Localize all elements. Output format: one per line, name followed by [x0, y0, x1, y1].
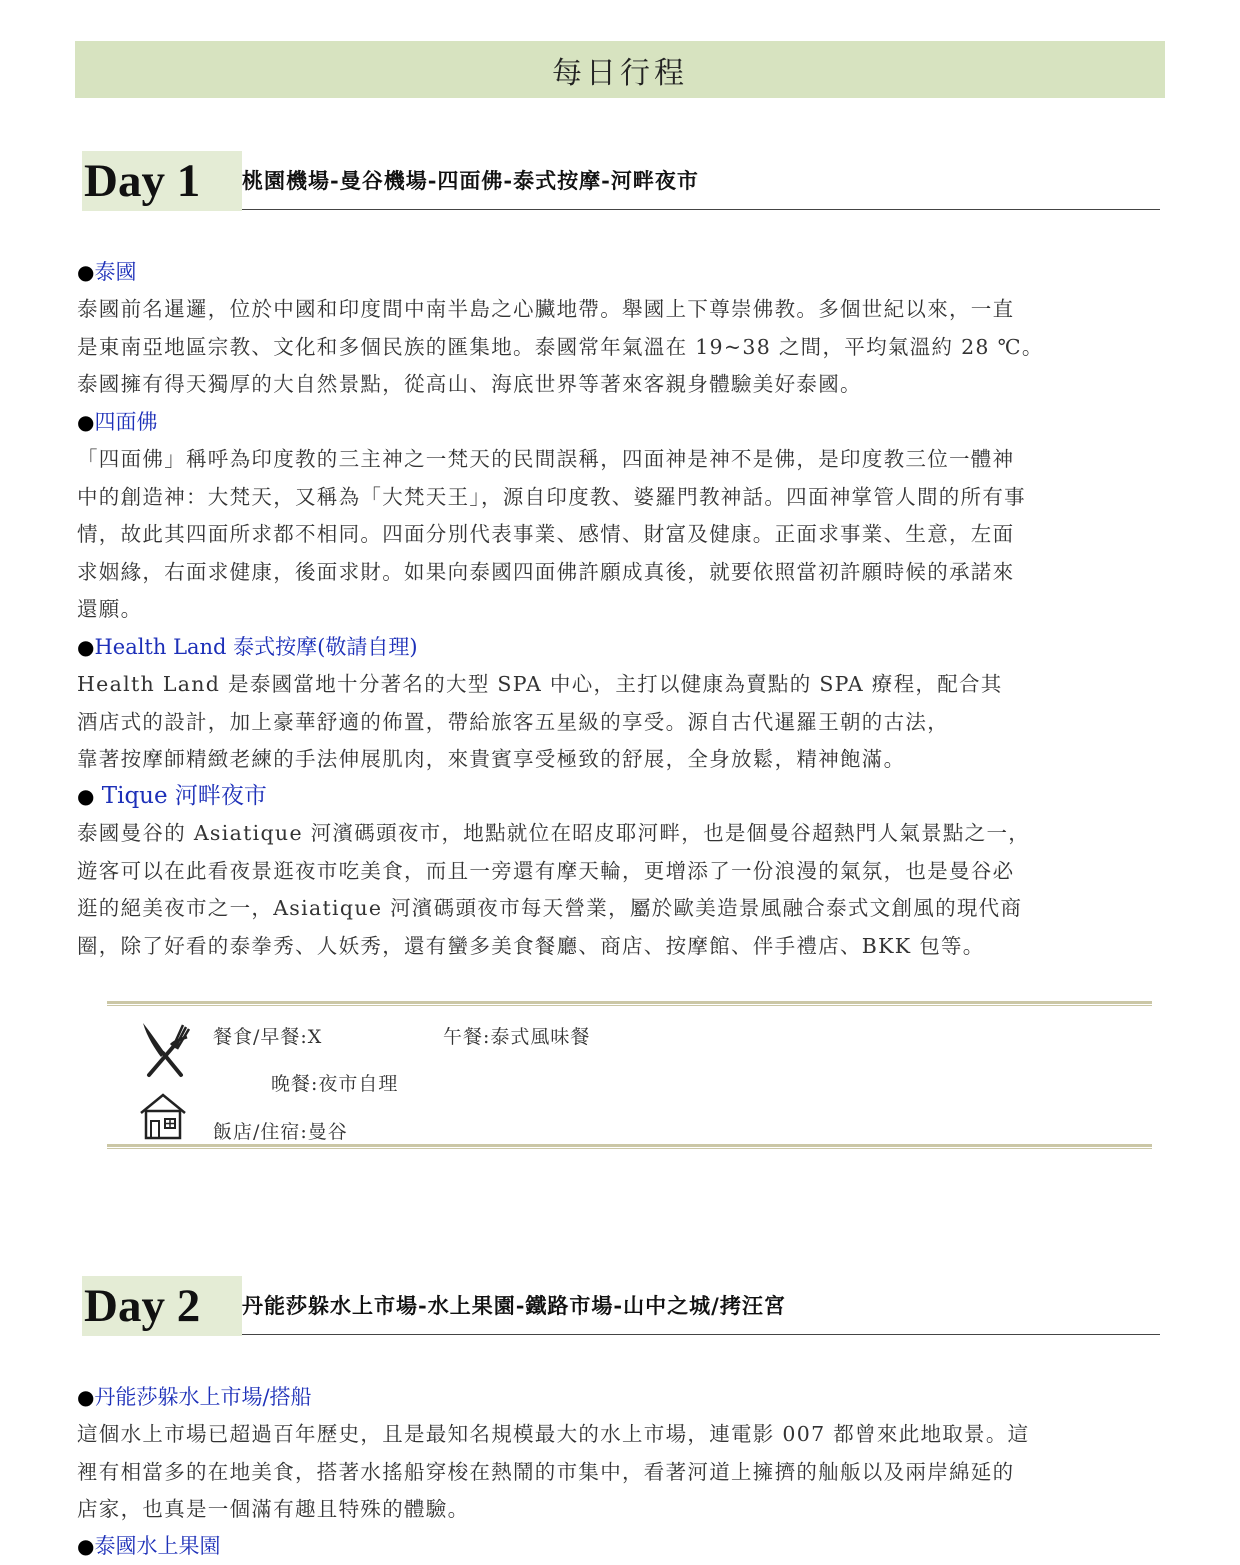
day-label: Day 1: [82, 151, 242, 211]
text-line: 遊客可以在此看夜景逛夜市吃美食，而且一旁還有摩天輪，更增添了一份浪漫的氣氛，也是曼谷必: [77, 858, 1015, 883]
day-title: 桃園機場-曼谷機場-四面佛-泰式按摩-河畔夜市: [242, 168, 699, 193]
bullet-icon: ●: [77, 784, 95, 808]
day-1-header: [82, 151, 1162, 213]
section-floating-market: [77, 1378, 1167, 1529]
text-line: 中的創造神：大梵天，又稱為「大梵天王」，源自印度教、婆羅門教神話。四面神掌管人間的所有事: [77, 484, 1026, 509]
text-line: 圈，除了好看的泰拳秀、人妖秀，還有蠻多美食餐廳、商店、按摩館、伴手禮店、BKK 包等。: [77, 933, 985, 958]
text-line: 還願。: [77, 597, 143, 621]
text-line: 靠著按摩師精緻老練的手法伸展肌肉，來貴賓享受極致的舒展，全身放鬆，精神飽滿。: [77, 747, 906, 771]
section-body: [77, 441, 1167, 629]
text-line: 是東南亞地區宗教、文化和多個民族的匯集地。泰國常年氣溫在 19~38 之間，平均氣溫約 28 ℃。: [77, 334, 1044, 359]
text-line: 「四面佛」稱呼為印度教的三主神之一梵天的民間誤稱，四面神是神不是佛，是印度教三位一體神: [77, 447, 1015, 471]
hotel-text: 飯店/住宿:曼谷: [213, 1121, 348, 1143]
bullet-icon: ●: [77, 410, 95, 434]
section-heading: ●Health Land 泰式按摩(敬請自理): [77, 635, 418, 659]
page-header: [75, 41, 1165, 98]
section-body: [77, 291, 1167, 404]
breakfast-text: 餐食/早餐:X: [213, 1026, 323, 1048]
section-heading: ●四面佛: [77, 410, 158, 434]
day-divider: [242, 1334, 1160, 1335]
section-heading: ●泰國: [77, 260, 137, 284]
section-heading: ● Tique 河畔夜市: [77, 783, 267, 809]
text-line: 泰國曼谷的 Asiatique 河濱碼頭夜市，地點就位在昭皮耶河畔，也是個曼谷超熱門人氣景點之一，: [77, 821, 1031, 845]
section-body: [77, 666, 1167, 779]
meal-hotel-box: [107, 1001, 1152, 1158]
text-line: 酒店式的設計，加上豪華舒適的佈置，帶給旅客五星級的享受。源自古代暹羅王朝的古法，: [77, 709, 949, 734]
day-title: 丹能莎躲水上市場-水上果園-鐵路市場-山中之城/拷汪宮: [242, 1293, 786, 1318]
text-line: 裡有相當多的在地美食，搭著水搖船穿梭在熱鬧的市集中，看著河道上擁擠的舢舨以及兩岸綿延的: [77, 1459, 1015, 1484]
page-title: 每日行程: [552, 55, 688, 91]
section-heading: ●泰國水上果園: [77, 1534, 221, 1558]
text-line: 店家，也真是一個滿有趣且特殊的體驗。: [77, 1497, 470, 1521]
text-line: Health Land 是泰國當地十分著名的大型 SPA 中心，主打以健康為賣點的 SPA 療程，配合其: [77, 672, 1003, 696]
section-tique-night-market: [77, 777, 1167, 965]
text-line: 這個水上市場已超過百年歷史，且是最知名規模最大的水上市場，連電影 007 都曾來此地取景。這: [77, 1422, 1030, 1446]
day-divider: [242, 209, 1160, 210]
text-line: 逛的絕美夜市之一，Asiatique 河濱碼頭夜市每天營業，屬於歐美造景風融合泰式文創風的現代商: [77, 896, 1023, 920]
text-line: 泰國前名暹邏，位於中國和印度間中南半島之心臟地帶。舉國上下尊崇佛教。多個世紀以來，一直: [77, 297, 1015, 321]
section-four-faced-buddha: [77, 403, 1167, 629]
dinner-text: 晚餐:夜市自理: [271, 1073, 399, 1095]
day-2-header: [82, 1276, 1162, 1338]
section-body: [77, 1416, 1167, 1529]
text-line: 求姻緣，右面求健康，後面求財。如果向泰國四面佛許願成真後，就要依照當初許願時候的承諾來: [77, 559, 1015, 584]
section-health-land: [77, 628, 1167, 779]
section-fruit-orchard: [77, 1527, 1167, 1565]
section-thailand: [77, 253, 1167, 404]
box-top-rule: [107, 1001, 1152, 1006]
bullet-icon: ●: [77, 635, 95, 659]
text-line: 泰國擁有得天獨厚的大自然景點，從高山、海底世界等著來客親身體驗美好泰國。: [77, 372, 862, 396]
bullet-icon: ●: [77, 1385, 95, 1409]
text-line: 情，故此其四面所求都不相同。四面分別代表事業、感情、財富及健康。正面求事業、生意，左面: [77, 522, 1015, 546]
lunch-text: 午餐:泰式風味餐: [443, 1026, 591, 1048]
section-heading: ●丹能莎躲水上市場/搭船: [77, 1385, 312, 1409]
bullet-icon: ●: [77, 260, 95, 284]
house-icon: [137, 1091, 189, 1141]
day-label: Day 2: [82, 1276, 242, 1336]
section-body: [77, 815, 1167, 965]
bullet-icon: ●: [77, 1534, 95, 1558]
box-bottom-rule: [107, 1144, 1152, 1149]
fork-knife-icon: [137, 1019, 193, 1079]
